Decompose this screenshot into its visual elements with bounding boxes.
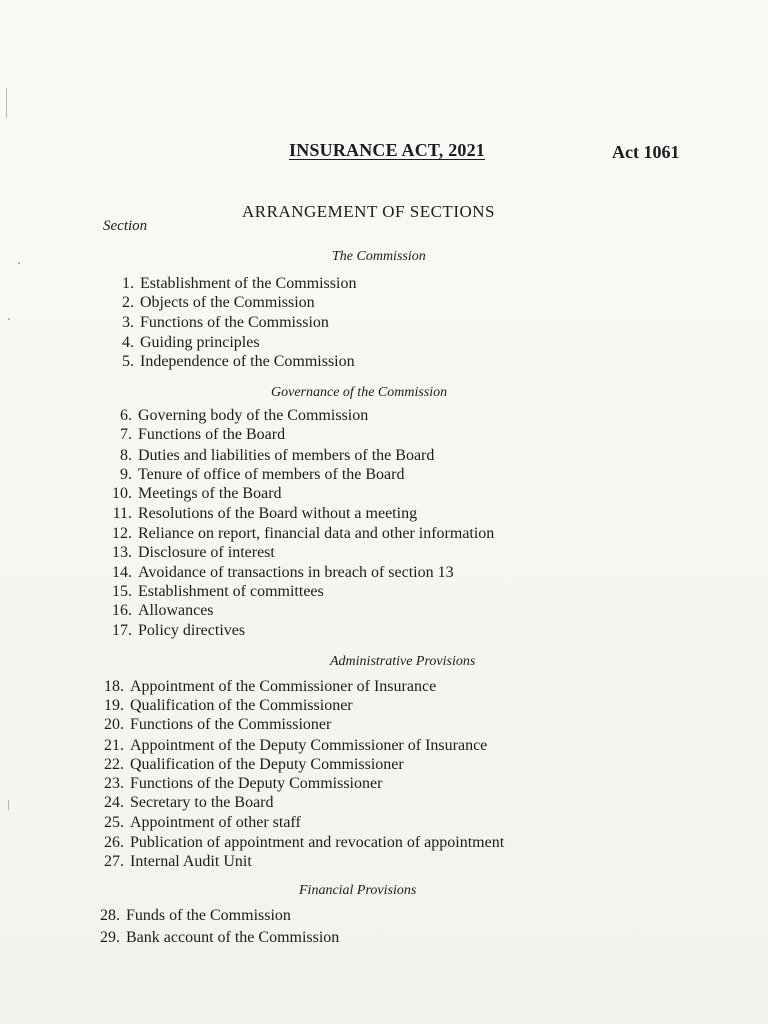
part-heading: Administrative Provisions bbox=[330, 654, 476, 669]
part-heading: Financial Provisions bbox=[299, 883, 417, 898]
section-title: Establishment of committees bbox=[138, 583, 324, 600]
section-number: 27. bbox=[104, 853, 124, 870]
section-number: 1. bbox=[122, 275, 134, 292]
section-entry bbox=[102, 505, 417, 523]
section-entry bbox=[94, 678, 436, 696]
section-number: 23. bbox=[104, 775, 124, 792]
section-number: 5. bbox=[122, 353, 134, 370]
section-number: 18. bbox=[104, 678, 124, 695]
section-entry bbox=[104, 334, 260, 352]
section-number: 14. bbox=[112, 564, 132, 581]
section-entry bbox=[102, 544, 275, 562]
section-number: 10. bbox=[112, 485, 132, 502]
section-title: Appointment of the Deputy Commissioner of Insurance bbox=[130, 737, 488, 754]
section-entry bbox=[104, 353, 355, 371]
section-number: 8. bbox=[120, 447, 132, 464]
section-column-label: Section bbox=[103, 218, 148, 234]
act-number: Act 1061 bbox=[612, 142, 680, 162]
section-title: Secretary to the Board bbox=[130, 794, 274, 811]
section-title: Qualification of the Commissioner bbox=[130, 697, 353, 714]
section-title: Independence of the Commission bbox=[140, 353, 355, 370]
section-title: Functions of the Commission bbox=[140, 314, 329, 331]
section-title: Governing body of the Commission bbox=[138, 407, 369, 424]
section-entry bbox=[94, 794, 274, 812]
section-entry bbox=[94, 737, 487, 755]
section-number: 22. bbox=[104, 756, 124, 773]
section-number: 15. bbox=[112, 583, 132, 600]
section-entry bbox=[104, 275, 356, 293]
section-entry bbox=[102, 426, 285, 444]
section-number: 3. bbox=[122, 314, 134, 331]
section-title: Allowances bbox=[138, 602, 214, 619]
section-entry bbox=[90, 907, 291, 925]
scan-artifact bbox=[18, 262, 20, 264]
section-entry bbox=[94, 716, 331, 734]
section-title: Guiding principles bbox=[140, 334, 260, 351]
act-title: INSURANCE ACT, 2021 bbox=[289, 140, 485, 160]
section-entry bbox=[94, 756, 404, 774]
section-entry bbox=[102, 447, 434, 465]
section-title: Funds of the Commission bbox=[126, 907, 291, 924]
scan-artifact bbox=[8, 800, 9, 810]
section-number: 11. bbox=[112, 505, 132, 522]
section-number: 21. bbox=[104, 737, 124, 754]
scan-artifact bbox=[6, 88, 7, 118]
section-number: 20. bbox=[104, 716, 124, 733]
section-title: Disclosure of interest bbox=[138, 544, 275, 561]
section-title: Bank account of the Commission bbox=[126, 929, 340, 946]
section-number: 12. bbox=[112, 525, 132, 542]
section-entry bbox=[102, 583, 324, 601]
section-entry bbox=[90, 929, 339, 947]
section-entry bbox=[94, 853, 252, 871]
section-title: Functions of the Deputy Commissioner bbox=[130, 775, 383, 792]
section-entry bbox=[104, 294, 315, 312]
part-heading: Governance of the Commission bbox=[271, 385, 448, 400]
section-title: Duties and liabilities of members of the Board bbox=[138, 447, 435, 464]
section-title: Meetings of the Board bbox=[138, 485, 282, 502]
section-entry bbox=[102, 407, 368, 425]
section-number: 9. bbox=[120, 466, 132, 483]
section-number: 2. bbox=[122, 294, 134, 311]
section-title: Functions of the Commissioner bbox=[130, 716, 332, 733]
section-title: Qualification of the Deputy Commissioner bbox=[130, 756, 404, 773]
scan-artifact bbox=[8, 318, 10, 320]
section-entry bbox=[102, 525, 494, 543]
section-entry bbox=[94, 697, 353, 715]
section-entry bbox=[102, 485, 282, 503]
section-number: 17. bbox=[112, 622, 132, 639]
section-number: 25. bbox=[104, 814, 124, 831]
section-number: 6. bbox=[120, 407, 132, 424]
section-entry bbox=[102, 622, 245, 640]
section-title: Appointment of the Commissioner of Insurance bbox=[130, 678, 437, 695]
section-title: Appointment of other staff bbox=[130, 814, 301, 831]
section-title: Avoidance of transactions in breach of section 13 bbox=[138, 564, 454, 581]
section-entry bbox=[102, 602, 214, 620]
section-entry bbox=[94, 775, 382, 793]
section-number: 26. bbox=[104, 834, 124, 851]
section-title: Resolutions of the Board without a meeting bbox=[138, 505, 418, 522]
section-entry bbox=[94, 814, 301, 832]
part-heading: The Commission bbox=[332, 249, 426, 264]
section-number: 4. bbox=[122, 334, 134, 351]
section-number: 28. bbox=[100, 907, 120, 924]
section-number: 29. bbox=[100, 929, 120, 946]
section-number: 24. bbox=[104, 794, 124, 811]
section-entry bbox=[94, 834, 504, 852]
section-entry bbox=[102, 564, 454, 582]
section-title: Policy directives bbox=[138, 622, 246, 639]
section-number: 7. bbox=[120, 426, 132, 443]
arrangement-heading: ARRANGEMENT OF SECTIONS bbox=[242, 202, 495, 221]
section-title: Internal Audit Unit bbox=[130, 853, 252, 870]
section-number: 16. bbox=[112, 602, 132, 619]
section-title: Establishment of the Commission bbox=[140, 275, 357, 292]
section-title: Publication of appointment and revocation of appointment bbox=[130, 834, 505, 851]
section-number: 13. bbox=[112, 544, 132, 561]
section-entry bbox=[102, 466, 404, 484]
section-title: Objects of the Commission bbox=[140, 294, 315, 311]
section-title: Functions of the Board bbox=[138, 426, 286, 443]
section-entry bbox=[104, 314, 329, 332]
section-title: Tenure of office of members of the Board bbox=[138, 466, 405, 483]
section-title: Reliance on report, financial data and other information bbox=[138, 525, 495, 542]
section-number: 19. bbox=[104, 697, 124, 714]
